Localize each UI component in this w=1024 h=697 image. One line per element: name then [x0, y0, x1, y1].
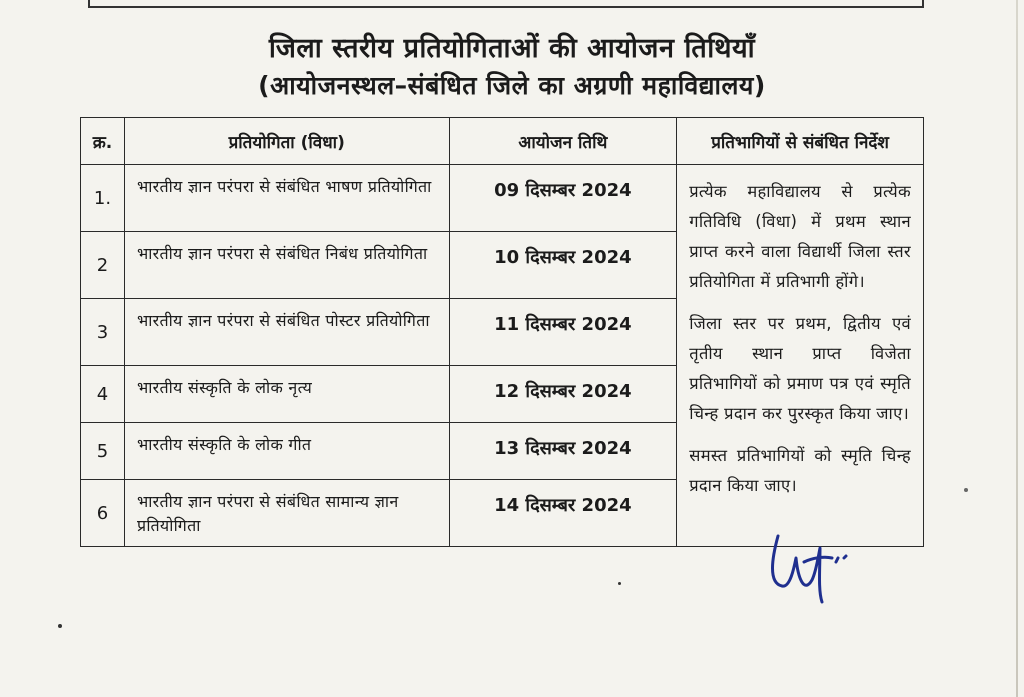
row-competition: भारतीय ज्ञान परंपरा से संबंधित पोस्टर प्रतियोगिता — [124, 299, 449, 366]
row-serial: 5 — [81, 423, 125, 480]
instruction-paragraph-3: समस्त प्रतिभागियों को स्मृति चिन्ह प्रदान किया जाए। — [689, 446, 911, 495]
row-date: 13 दिसम्बर 2024 — [449, 423, 677, 480]
competition-schedule-table — [80, 117, 924, 547]
signature-icon — [760, 528, 870, 608]
header-instructions: प्रतिभागियों से संबंधित निर्देश — [677, 118, 924, 165]
row-date: 14 दिसम्बर 2024 — [449, 480, 677, 547]
row-competition: भारतीय ज्ञान परंपरा से संबंधित भाषण प्रतियोगिता — [124, 165, 449, 232]
top-border-rule — [88, 0, 924, 8]
document-subtitle: (आयोजनस्थल–संबंधित जिले का अग्रणी महाविद्यालय) — [258, 71, 766, 100]
row-competition: भारतीय संस्कृति के लोक नृत्य — [124, 366, 449, 423]
row-serial: 6 — [81, 480, 125, 547]
paper-speck — [58, 624, 62, 628]
paper-speck — [964, 488, 968, 492]
row-date: 10 दिसम्बर 2024 — [449, 232, 677, 299]
instruction-paragraph-1: प्रत्येक महाविद्यालय से प्रत्येक गतिविधि (विधा) में प्रथम स्थान प्राप्त करने वाला विद्यार्थी जिला स्तर प्रतियोगिता में प्रतिभागी होंगे। — [689, 182, 911, 291]
document-title: जिला स्तरीय प्रतियोगिताओं की आयोजन तिथियाँ — [268, 33, 756, 64]
table-row — [81, 165, 924, 232]
instruction-paragraph-2: जिला स्तर पर प्रथम, द्वितीय एवं तृतीय स्थान प्राप्त विजेता प्रतिभागियों को प्रमाण पत्र एवं स्मृति चिन्ह प्रदान कर पुरस्कृत किया जाए। — [689, 314, 911, 423]
participant-instructions-cell — [677, 165, 924, 547]
row-date: 09 दिसम्बर 2024 — [449, 165, 677, 232]
row-date: 11 दिसम्बर 2024 — [449, 299, 677, 366]
row-serial: 3 — [81, 299, 125, 366]
row-serial: 4 — [81, 366, 125, 423]
header-serial: क्र. — [81, 118, 125, 165]
header-competition: प्रतियोगिता (विधा) — [124, 118, 449, 165]
row-serial: 1. — [81, 165, 125, 232]
row-competition: भारतीय ज्ञान परंपरा से संबंधित सामान्य ज्ञान प्रतियोगिता — [124, 480, 449, 547]
row-serial: 2 — [81, 232, 125, 299]
header-date: आयोजन तिथि — [449, 118, 677, 165]
row-competition: भारतीय संस्कृति के लोक गीत — [124, 423, 449, 480]
table-header-row — [81, 118, 924, 165]
paper-speck — [618, 582, 621, 585]
row-date: 12 दिसम्बर 2024 — [449, 366, 677, 423]
row-competition: भारतीय ज्ञान परंपरा से संबंधित निबंध प्रतियोगिता — [124, 232, 449, 299]
page-edge — [1016, 0, 1018, 697]
